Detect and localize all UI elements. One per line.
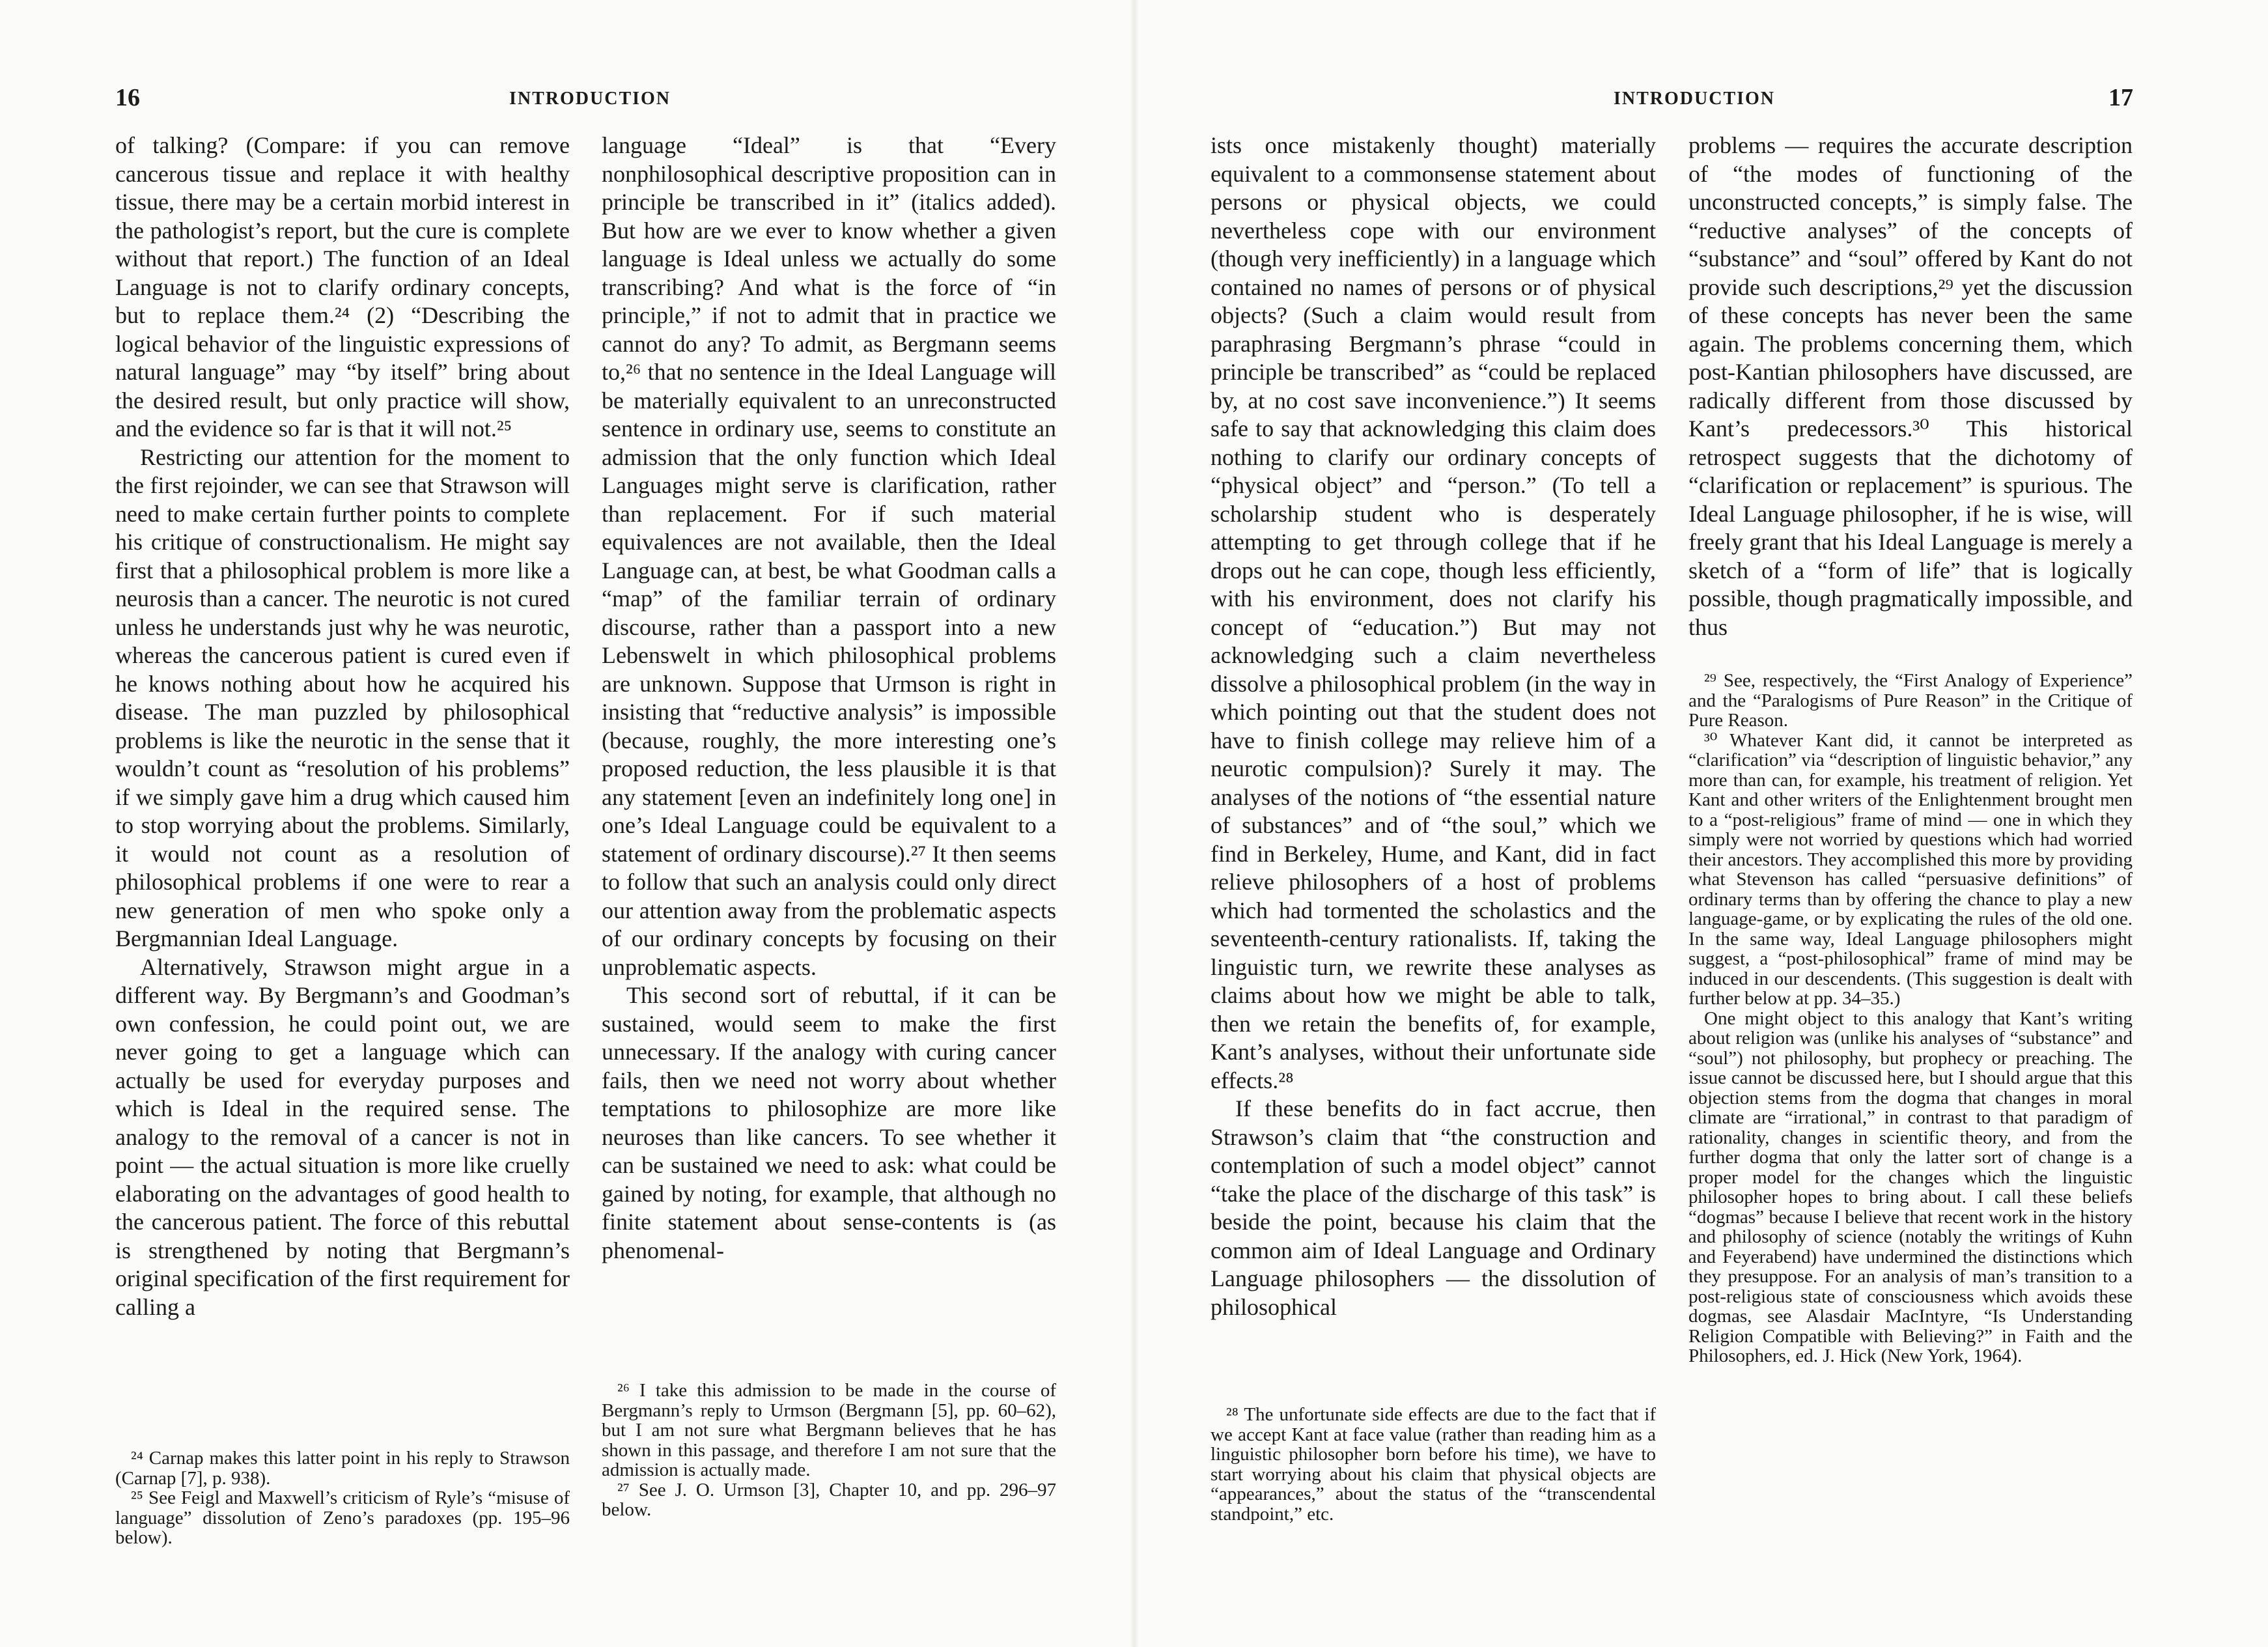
paragraph: problems — requires the accurate description of “the modes of functioning of the unconstructed concepts,” is simply false. The “reductive analyses” of the concepts of “substance” and “soul” offered by Kant do not provide such descriptions,²⁹ yet the discussion of these concepts has never been the same again. The problems concerning them, which post-Kantian philosophers have discussed, are radically different from those discussed by Kant’s predecessors.³⁰ This historical retrospect suggests that the dichotomy of “clarification or replacement” is spurious. The Ideal Language philosopher, if he is wise, will freely grant that his Ideal Language is merely a sketch of a “form of life” that is logically possible, though pragmatically impossible, and thus — [1688, 132, 2133, 640]
footnotes-left-column-1 — [115, 1448, 570, 1548]
footnote-25: ²⁵ See Feigl and Maxwell’s criticism of Ryle’s “misuse of language” dissolution of Zeno’s paradoxes (pp. 195–96 below). — [115, 1487, 570, 1548]
footnote-27: ²⁷ See J. O. Urmson [3], Chapter 10, and pp. 296–97 below. — [602, 1479, 1056, 1520]
page-number-right: 17 — [2108, 84, 2133, 111]
paragraph: If these benefits do in fact accrue, then Strawson’s claim that “the construction and contemplation of such a model object” cannot “take the place of the discharge of this task” is beside the point, because his claim that the common aim of Ideal Language and Ordinary Language philosophers — the dissolution of philosophical — [1211, 1095, 1656, 1320]
footnote-29: ²⁹ See, respectively, the “First Analogy of Experience” and the “Paralogisms of Pure Reason” in the Critique of Pure Reason. — [1688, 670, 2133, 731]
paragraph: of talking? (Compare: if you can remove cancerous tissue and replace it with healthy tissue, there may be a certain morbid interest in the pathologist’s report, but the cure is complete without that report.) The function of an Ideal Language is not to clarify ordinary concepts, but to replace them.²⁴ (2) “Describing the logical behavior of the linguistic expressions of natural language” may “by itself” bring about the desired result, but only practice will show, and the evidence so far is that it will not.²⁵ — [115, 132, 570, 442]
paragraph: Restricting our attention for the moment to the first rejoinder, we can see that Strawson will need to make certain further points to complete his critique of constructionalism. He might say first that a philosophical problem is more like a neurosis than a cancer. The neurotic is not cured unless he understands just why he was neurotic, whereas the cancerous patient is cured even if he knows nothing about how he acquired his disease. The man puzzled by philosophical problems is like the neurotic in the sense that it wouldn’t count as “resolution of his problems” if we simply gave him a drug which caused him to stop worrying about the problems. Similarly, it would not count as a resolution of philosophical problems if one were to rear a new generation of men who spoke only a Bergmannian Ideal Language. — [115, 443, 570, 951]
right-page — [1134, 0, 2268, 1647]
paragraph: Alternatively, Strawson might argue in a different way. By Bergmann’s and Goodman’s own confession, he could point out, we are never going to get a language which can actually be used for everyday purposes and which is Ideal in the required sense. The analogy to the removal of a cancer is not in point — the actual situation is more like cruelly elaborating on the advantages of good health to the cancerous patient. The force of this rebuttal is strengthened by noting that Bergmann’s original specification of the first requirement for calling a — [115, 953, 570, 1320]
left-column-1 — [115, 132, 570, 1321]
footnotes-right-column-1 — [1211, 1405, 1656, 1524]
right-column-1 — [1211, 132, 1656, 1321]
left-column-2 — [602, 132, 1056, 1265]
page-number-left: 16 — [115, 84, 140, 111]
right-column-2 — [1688, 132, 2133, 641]
footnote-26: ²⁶ I take this admission to be made in the course of Bergmann’s reply to Urmson (Bergmann [5], pp. 60–62), but I am not sure what Bergmann believes that he has shown in this passage, and therefore I am not sure that the admission is actually made. — [602, 1380, 1056, 1480]
footnote-30-continued: One might object to this analogy that Kant’s writing about religion was (unlike his analyses of “substance” and “soul”) not philosophy, but prophecy or preaching. The issue cannot be discussed here, but I should argue that this objection stems from the dogma that changes in moral climate are “irrational,” in contrast to that paradigm of rationality, changes in scientific theory, and from the further dogma that only the latter sort of change is a proper model for the changes which the linguistic philosopher hopes to bring about. I call these beliefs “dogmas” because I believe that recent work in the history and philosophy of science (notably the writings of Kuhn and Feyerabend) have undermined the distinctions which they presuppose. For an analysis of man’s transition to a post-religious state of consciousness which avoids these dogmas, see Alasdair MacIntyre, “Is Understanding Religion Compatible with Believing?” in Faith and the Philosophers, ed. J. Hick (New York, 1964). — [1688, 1007, 2133, 1366]
footnotes-left-column-2 — [602, 1381, 1056, 1520]
footnote-28: ²⁸ The unfortunate side effects are due to the fact that if we accept Kant at face value (rather than reading him as a linguistic philosopher born before his time), we have to start worrying about his claim that physical objects are “appearances,” about the status of the “transcendental standpoint,” etc. — [1211, 1404, 1656, 1525]
running-head-right: INTRODUCTION — [1614, 89, 1776, 109]
footnotes-right-column-2 — [1688, 671, 2133, 1366]
footnote-24: ²⁴ Carnap makes this latter point in his reply to Strawson (Carnap [7], p. 938). — [115, 1448, 570, 1489]
paragraph: This second sort of rebuttal, if it can be sustained, would seem to make the first unnecessary. If the analogy with curing cancer fails, then we need not worry about whether temptations to philosophize are more like neuroses than like cancers. To see whether it can be sustained we need to ask: what could be gained by noting, for example, that although no finite statement about sense-contents is (as phenomenal- — [602, 982, 1056, 1263]
footnote-30: ³⁰ Whatever Kant did, it cannot be interpreted as “clarification” via “description of linguistic behavior,” any more than can, for example, his treatment of religion. Yet Kant and other writers of the Enlightenment brought men to a “post-religious” frame of mind — one in which they simply were not worried by questions which had worried their ancestors. They accomplished this more by providing what Stevenson has called “persuasive definitions” of ordinary terms than by offering the chance to play a new language-game, or by explicating the rules of the old one. In the same way, Ideal Language philosophers might suggest, a “post-philosophical” frame of mind may be induced in our descendents. (This suggestion is dealt with further below at pp. 34–35.) — [1688, 729, 2133, 1009]
running-head-left: INTRODUCTION — [509, 89, 671, 109]
paragraph: language “Ideal” is that “Every nonphilosophical descriptive proposition can in principle be transcribed in it” (italics added). But how are we ever to know whether a given language is Ideal unless we actually do some transcribing? And what is the force of “in principle,” if not to admit that in practice we cannot do any? To admit, as Bergmann seems to,²⁶ that no sentence in the Ideal Language will be materially equivalent to an unreconstructed sentence in ordinary use, seems to constitute an admission that the only function which Ideal Languages might serve is clarification, rather than replacement. For if such material equivalences are not available, then the Ideal Language can, at best, be what Goodman calls a “map” of the familiar terrain of ordinary discourse, rather than a passport into a new Lebenswelt in which philosophical problems are unknown. Suppose that Urmson is right in insisting that “reductive analysis” is impossible (because, roughly, the more interesting one’s proposed reduction, the less plausible it is that any statement [even an indefinitely long one] in one’s Ideal Language could be equivalent to a statement of ordinary discourse).²⁷ It then seems to follow that such an analysis could only direct our attention away from the problematic aspects of our ordinary concepts by focusing on their unproblematic aspects. — [602, 132, 1056, 980]
paragraph: ists once mistakenly thought) materially equivalent to a commonsense statement about persons or physical objects, we could nevertheless cope with our environment (though very inefficiently) in a language which contained no names of persons or of physical objects? (Such a claim would result from paraphrasing Bergmann’s phrase “could in principle be transcribed” as “could be replaced by, at no cost save inconvenience.”) It seems safe to say that acknowledging this claim does nothing to clarify our ordinary concepts of “physical object” and “person.” (To tell a scholarship student who is desperately attempting to get through college that if he drops out he can cope, though less efficiently, with his environment, does not clarify his concept of “education.”) But may not acknowledging such a claim nevertheless dissolve a philosophical problem (in the way in which pointing out that the student does not have to finish college may relieve him of a neurotic compulsion)? Surely it may. The analyses of the notions of “the essential nature of substances” and of “the soul,” which we find in Berkeley, Hume, and Kant, did in fact relieve philosophers of a host of problems which had tormented the scholastics and the seventeenth-century rationalists. If, taking the linguistic turn, we rewrite these analyses as claims about how we might be able to talk, then we retain the benefits of, for example, Kant’s analyses, without their unfortunate side effects.²⁸ — [1211, 132, 1656, 1093]
